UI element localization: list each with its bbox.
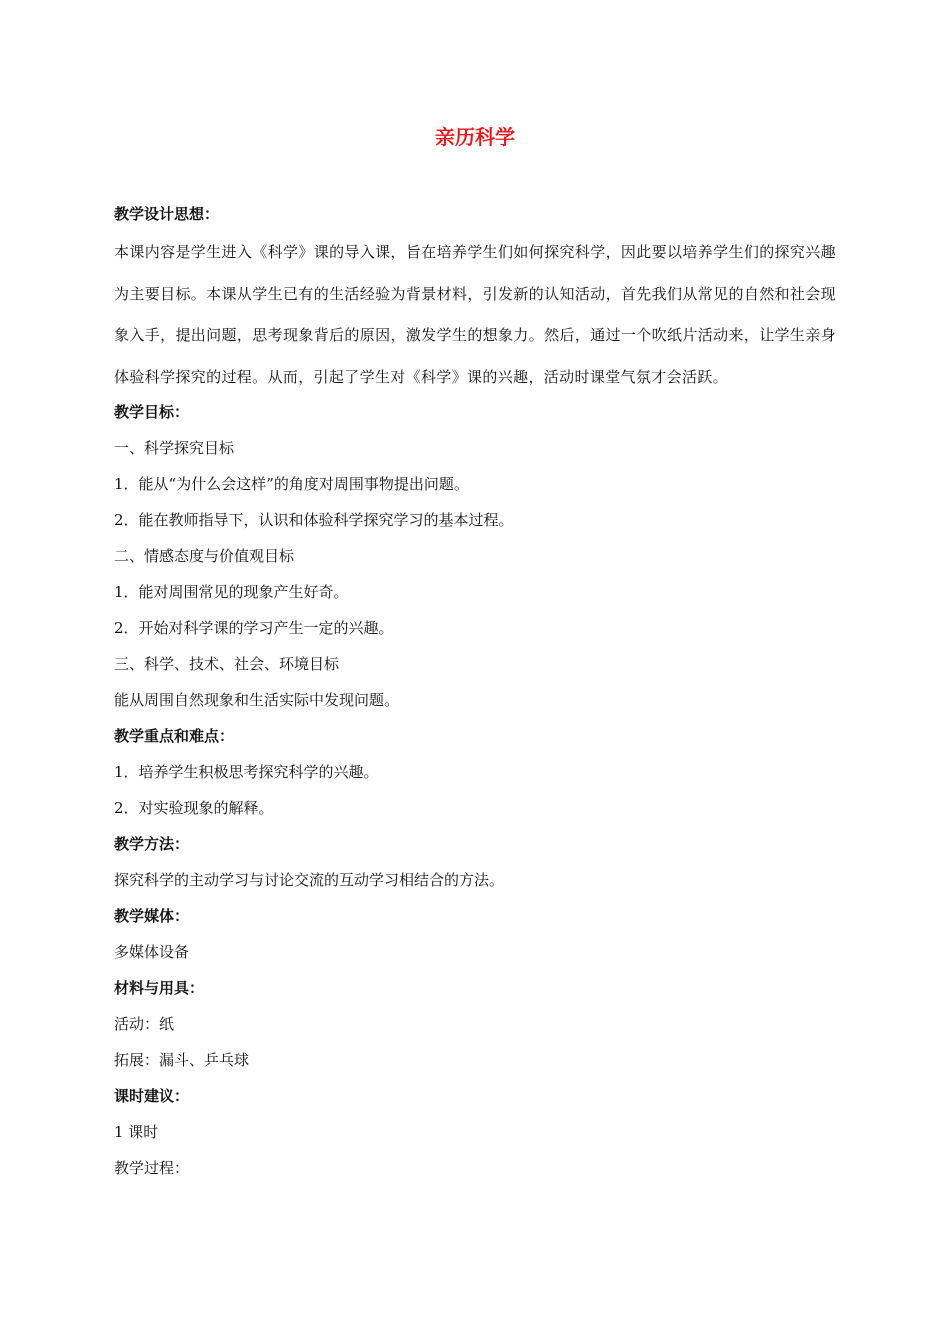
focus-item: 2．对实验现象的解释。 <box>114 799 274 817</box>
media-heading: 教学媒体： <box>114 907 190 925</box>
goals-item: 1．能从“为什么会这样”的角度对周围事物提出问题。 <box>114 475 469 493</box>
design-heading: 教学设计思想： <box>114 205 220 223</box>
goals-item: 1．能对周围常见的现象产生好奇。 <box>114 583 349 601</box>
materials-activity: 活动：纸 <box>114 1015 175 1033</box>
time-text: 1 课时 <box>114 1123 159 1141</box>
document-title: 亲历科学 <box>435 125 515 149</box>
focus-item: 1．培养学生积极思考探究科学的兴趣。 <box>114 763 379 781</box>
method-heading: 教学方法： <box>114 835 190 853</box>
materials-heading: 材料与用具： <box>114 979 205 997</box>
process-heading: 教学过程： <box>114 1159 190 1177</box>
goals-item: 能从周围自然现象和生活实际中发现问题。 <box>114 691 400 709</box>
document-body <box>114 196 836 1186</box>
materials-extension: 拓展：漏斗、乒乓球 <box>114 1051 250 1069</box>
goals-section-3: 三、科学、技术、社会、环境目标 <box>114 655 340 673</box>
media-text: 多媒体设备 <box>114 943 190 961</box>
goals-item: 2．能在教师指导下，认识和体验科学探究学习的基本过程。 <box>114 511 514 529</box>
goals-item: 2．开始对科学课的学习产生一定的兴趣。 <box>114 619 394 637</box>
goals-heading: 教学目标： <box>114 403 190 421</box>
focus-heading: 教学重点和难点： <box>114 727 235 745</box>
time-heading: 课时建议： <box>114 1087 190 1105</box>
design-paragraph: 本课内容是学生进入《科学》课的导入课，旨在培养学生们如何探究科学，因此要以培养学生们的探究兴趣为主要目标。本课从学生已有的生活经验为背景材料，引发新的认知活动，首先我们从常见的自然和社会现象入手，提出问题，思考现象背后的原因，激发学生的想象力。然后，通过一个吹纸片活动来，让学生亲身体验科学探究的过程。从而，引起了学生对《科学》课的兴趣，活动时课堂气氛才会活跃。 <box>114 243 836 386</box>
goals-section-1: 一、科学探究目标 <box>114 439 235 457</box>
method-text: 探究科学的主动学习与讨论交流的互动学习相结合的方法。 <box>114 871 505 889</box>
goals-section-2: 二、情感态度与价值观目标 <box>114 547 295 565</box>
